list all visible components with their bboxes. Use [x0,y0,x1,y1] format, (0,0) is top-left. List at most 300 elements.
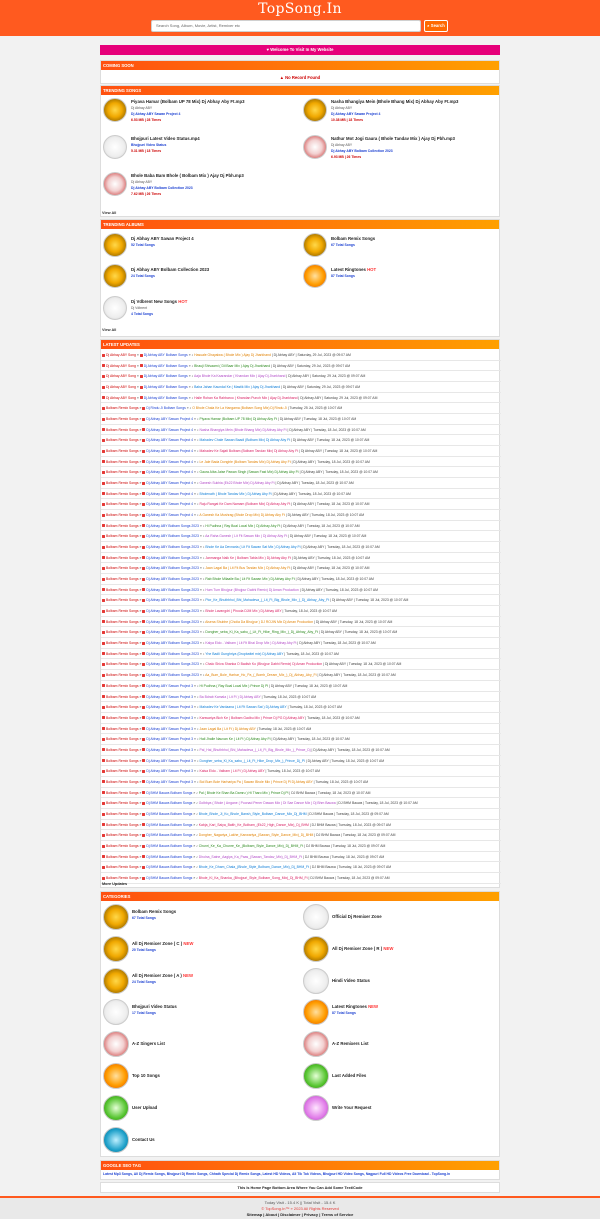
folder-icon [140,386,143,389]
category-item[interactable] [303,1063,499,1097]
row-category[interactable]: Bolbam Remix Songs [106,854,139,859]
row-song-title[interactable]: Dholna_Satne_Aagiya_Ka_Paas_(Sawan_Tandav_Mix)_Dj_BHM_Ft [198,854,303,859]
category-item[interactable] [103,999,299,1033]
row-song-title[interactable]: Kanwariya Bich Ke ( Bolbam Gadbu Mix ) Prince Dj PG Dj Abhay ABY [199,715,305,720]
row-song-title[interactable]: Bholenath ( Bhole Tandav Mix ) Dj Abhay Aby Ft [199,491,272,496]
album-title[interactable] [131,299,187,304]
row-song-title[interactable]: Kaisa Eldo - Valbam ( Lit Ft ) Dj Abhay ABY [199,769,265,774]
row-artist: DJ BHM Bauwa [291,790,316,795]
row-album[interactable]: Dj Abhay ABY Sawan Project 3 [146,683,194,688]
row-category[interactable]: Bolbam Remix Songs [106,417,139,422]
row-album[interactable]: Dj Abhay ABY Bolbam Songs 2023 [146,630,199,635]
row-category[interactable]: Bolbam Remix Songs [106,481,139,486]
row-category[interactable]: Bolbam Remix Songs [106,577,139,582]
new-badge: NEW [383,945,394,951]
row-album[interactable]: Dj Abhay ABY Bolbam Songs [143,395,188,400]
row-song-title[interactable]: Yhe Badli Gunghriya (Dropbattel mix) Dj Abhay ABY [205,651,284,656]
row-album[interactable]: Dj BHM Bauwa Bolbam Songs [146,865,193,870]
row-album[interactable]: Dj Abhay ABY Sawan Project 4 [146,491,194,496]
row-song-title[interactable]: Kabja_Kari_Saiya_Baith_Ke_Bolbam_(Ek22_High_Dance_Mix)_Dj_BHM [198,822,309,827]
row-song-title[interactable]: Dongher_Nagariya_Lakhe_Kanwariya_(Sawan_Style_Dance_Mix)_Dj_BHM [198,833,314,838]
row-song-title[interactable]: Haile Rohan Ka Rahbaroo ( Khandan Punch Mix ) Ajay Dj Jharkhand [194,395,298,400]
row-song-title[interactable]: O Bhole Chala Ke La Hangama (Bolbam Song Mix) Dj Rindu Ji [192,406,287,411]
song-album[interactable]: Bhojpuri Video Status [131,143,167,147]
category-item[interactable] [303,968,499,1002]
row-category[interactable]: Dj Abhay ABY Song [106,363,136,368]
row-category[interactable]: Bolbam Remix Songs [106,737,139,742]
row-album[interactable]: Dj Abhay ABY Bolbam Songs 2023 [146,662,199,667]
row-song-title[interactable]: Golbbya ( Bhole ) Angane ( Poonad Pener Dawan Mix ) Di Sae Dance Mix ) Dj Bhm Bauwa [198,801,336,806]
search-input[interactable]: Search Song, Album, Movie, Artist, Remixer etc [151,20,421,32]
row-album[interactable]: Dj Abhay ABY Bolbam Songs 2023 [146,598,199,603]
row-category[interactable]: Bolbam Remix Songs [106,566,139,571]
folder-icon [142,866,145,869]
row-song-title[interactable]: Jaan Lagal Ba ( Lit Fit Bus Tandav Mix ) Dj Abhay Aby Ft [205,566,291,571]
latest-update-row[interactable]: Bolbam Remix Songs » Dj BHM Bauwa Bolbam Songs » ♪ Pal ( Bhole Ke Shan Ba Damru ) Hi Tharo Mix ) Prince Dj Pl | DJ BHM Bauwa | Tuesday, 18 Jul, 2023 @ 10:07 AM [101,788,501,799]
row-category[interactable]: Dj Abhay ABY Song [106,353,136,357]
row-album[interactable]: Dj Abhay ABY Bolbam Songs 2023 [146,619,199,624]
row-category[interactable]: Bolbam Remix Songs [106,662,139,667]
folder-icon [102,364,105,367]
row-date: Tuesday, 18 Jul, 2023 @ 10:07 AM [321,577,374,582]
latest-update-row[interactable]: Bolbam Remix Songs » Dj Abhay ABY Bolbam Songs 2023 » ♪ Yhe Badli Gunghriya (Dropbattel mix) Dj Abhay ABY | Tuesday, 18 Jul, 2023 @ 10:07 AM [101,649,501,660]
category-item[interactable] [103,968,299,1002]
latest-update-row[interactable]: Bolbam Remix Songs » Dj Abhay ABY Bolbam Songs 2023 » ♪ Jaan Lagal Ba ( Lit Fit Bus Tandav Mix ) Dj Abhay Aby Ft | Dj Abhay ABY | Tuesday, 18 Jul, 2023 @ 10:07 AM [101,563,501,574]
row-category[interactable]: Bolbam Remix Songs [106,673,139,678]
album-title[interactable] [331,236,375,241]
song-artist[interactable]: Dj Abhay ABY [131,180,153,184]
row-category[interactable]: Bolbam Remix Songs [106,747,139,752]
latest-update-row[interactable]: Bolbam Remix Songs » Dj BHM Bauwa Bolbam Songs » ♪ Dongher_Nagariya_Lakhe_Kanwariya_(Sawan_Style_Dance_Mix)_Dj_BHM | DJ BHM Bauwa | Tuesday, 18 Jul, 2023 @ 09:07 AM [101,830,501,841]
row-album[interactable]: Dj Abhay ABY Sawan Project 4 [146,459,194,464]
row-category[interactable]: Dj Abhay ABY Song [106,374,136,379]
row-album[interactable]: Dj Abhay ABY Sawan Project 3 [146,737,194,742]
row-song-title[interactable]: Pal ( Bhole Ke Shan Ba Damru ) Hi Tharo Mix ) Prince Dj Pl [198,790,289,795]
row-song-title[interactable]: Chunri_Ke_Ka_Chunre_Ke_(Bolbam_Style_Dance_Mix)_Dj_BHM_Ft [198,843,304,848]
album-thumbnail [103,233,127,257]
category-title[interactable] [132,1105,157,1110]
row-album[interactable]: Dj Abhay ABY Sawan Project 3 [146,779,194,784]
latest-update-row[interactable]: Bolbam Remix Songs » Dj Abhay ABY Sawan Project 4 » ♪ Gaura Aiba Jaise Pawan Singh (Sawan Fast Mix) Dj Abhay Aby Ft | Dj Abhay ABY | Tuesday, 18 Jul, 2023 @ 10:07 AM [101,467,501,478]
trending-song-item[interactable] [103,98,299,134]
row-song-title[interactable]: Hali Jhalle Nauvan Ke ( Lit Ft ) Dj Abhay Aby Ft [199,737,271,742]
row-album[interactable]: Dj Abhay ABY Bolbam Songs 2023 [146,651,199,656]
row-date: Tuesday, 18 Jul, 2023 @ 10:07 AM [325,470,378,475]
latest-update-row[interactable]: Bolbam Remix Songs » Dj Abhay ABY Bolbam Songs 2023 » ♪ Aa Raha Ganesh ( Lit Fit Sawan Mix ) Dj Abhay Aby Ft | Dj Abhay ABY | Tuesday, 18 Jul, 2023 @ 10:07 AM [101,531,501,542]
row-category[interactable]: Bolbam Remix Songs [106,523,139,528]
category-title[interactable] [332,978,370,983]
latest-update-row[interactable]: Bolbam Remix Songs » Dj Abhay ABY Sawan Project 4 » ♪ Mahadev Ke Sajati Bolbam (Bolbam Tandav Mix) Dj Abhay Aby Ft | Dj Abhay ABY | Tuesday, 18 Jul, 2023 @ 10:07 AM [101,446,501,457]
latest-update-row[interactable]: Bolbam Remix Songs » Dj Abhay ABY Sawan Project 4 » ♪ Nasha Bhangiya Mein (Bhole Bhang Mix) Dj Abhay Aby Ft | Dj Abhay ABY | Tuesday, 18 Jul, 2023 @ 10:07 AM [101,425,501,436]
row-album[interactable]: Dj Abhay ABY Sawan Project 4 [146,417,194,422]
category-title[interactable] [332,1041,369,1046]
row-category[interactable]: Bolbam Remix Songs [106,609,139,614]
row-category[interactable]: Bolbam Remix Songs [106,811,139,816]
row-category[interactable]: Bolbam Remix Songs [106,545,139,550]
row-album[interactable]: Dj BHM Bauwa Bolbam Songs [146,811,193,816]
trending-song-item[interactable] [303,135,499,171]
row-song-title[interactable]: Piyava Hamar (Bolbam UP 78 Mix) Dj Abhay Aby Ft [199,417,278,422]
song-title[interactable]: Bhole Baba Bam Bhole ( Bolbam Mix ) Ajay Dj Pbh.mp3 [131,173,244,178]
latest-update-row[interactable]: Bolbam Remix Songs » Dj Abhay ABY Sawan Project 4 » ♪ Mahadev Chale Sawan Baadi (Bolbam Mix) Dj Abhay Aby Ft | Dj Abhay ABY | Tuesday, 18 Jul, 2023 @ 10:07 AM [101,435,501,446]
row-song-title[interactable]: Dongher_seba_Ki_Ka_sabu_(_Lit_Ft_Hike_Drop_Mix_)_Prince_Dj_Pl [199,758,305,763]
row-song-title[interactable]: Bhole_Ke_Dham_Chala_(Bhole_Style_Bolbam_Dance_Mix)_Dj_BHM_Ft [198,865,310,870]
row-song-title[interactable]: Mahadev Ke Sajati Bolbam (Bolbam Tandav Mix) Dj Abhay Aby Ft [199,449,299,454]
row-album[interactable]: Dj Abhay ABY Sawan Project 3 [146,705,194,710]
latest-update-row[interactable]: Bolbam Remix Songs » Dj Abhay ABY Sawan Project 3 » ♪ Dongher_seba_Ki_Ka_sabu_(_Lit_Ft_Hike_Drop_Mix_)_Prince_Dj_Pl | Dj Abhay ABY | Tuesday, 18 Jul, 2023 @ 10:07 AM [101,756,501,767]
folder-icon [142,460,145,463]
latest-update-row[interactable]: Bolbam Remix Songs » Dj Abhay ABY Sawan Project 3 » ♪ Ba Bdrab Kamala ( Lit Ft ) Dj Abhay ABY | Tuesday, 18 Jul, 2023 @ 10:07 AM [101,692,501,703]
trending-songs-heading: TRENDING SONGS [101,86,499,95]
folder-icon [102,375,105,378]
row-category[interactable]: Bolbam Remix Songs [106,779,139,784]
latest-update-row[interactable]: Bolbam Remix Songs » Dj Rindu Ji Bolbam Songs » ♪ O Bhole Chala Ke La Hangama (Bolbam Song Mix) Dj Rindu Ji | Tuesday, 25 Jul, 2023 @ 10:07 AM [101,403,501,414]
row-song-title[interactable]: Mahadev Chale Sawan Baadi (Bolbam Mix) Dj Abhay Aby Ft [199,438,291,443]
row-category[interactable]: Dj Abhay ABY Song [106,385,136,390]
row-artist: Tuesday, 18 Jul, 2023 @ 10:07 AM [286,651,339,656]
row-song-title[interactable]: Bhole_Ki_Ka_Shanka_(Bhojpuri_Style_Bolbam_Song_Mix)_Dj_BHM_Ft [198,875,308,880]
row-album[interactable]: Dj Abhay ABY Bolbam Songs [143,374,188,379]
row-song-title[interactable]: Ba Bdrab Kamala ( Lit Ft ) Dj Abhay ABY [199,694,261,699]
category-title[interactable] [332,914,382,919]
category-title[interactable] [332,946,393,951]
album-title[interactable] [131,267,209,272]
row-song-title[interactable]: Bhole_Bhole_Ji_Ko_Bhole_Bansh_Style_Bolbam_Dance_Mix_Dj_BHM [198,811,307,816]
row-album[interactable]: Dj Abhay ABY Sawan Project 3 [146,694,194,699]
row-category[interactable]: Bolbam Remix Songs [106,555,139,560]
album-title[interactable] [331,267,376,272]
row-category[interactable]: Bolbam Remix Songs [106,833,139,838]
row-song-title[interactable]: Raju Rangat Ke Dam Namam (Bolbam Mix) Dj Abhay Aby Ft [199,502,291,507]
latest-update-row[interactable]: Bolbam Remix Songs » Dj Abhay ABY Sawan Project 3 » ♪ Bol Bum Bole Harhariya Pa ( Sawan Bhole Mix ) Prince Dj Pl Dj Abhay ABY | Tuesday, 18 Jul, 2023 @ 10:07 AM [101,777,501,788]
row-album[interactable]: Dj Abhay ABY Bolbam Songs 2023 [146,566,199,571]
folder-icon [142,791,145,794]
row-song-title[interactable]: Hi Pudhna ( Ray Boal Local Mix ) Prince Dj Pl [199,683,269,688]
row-category[interactable]: Bolbam Remix Songs [106,587,139,592]
row-category[interactable]: Bolbam Remix Songs [106,598,139,603]
latest-update-row[interactable]: Bolbam Remix Songs » Dj Abhay ABY Bolbam Songs 2023 » ♪ Aa_Bum_Bole_Harhar_Ho_Pa_(_Bomb_Dream_Mix_)_Dj_Abhay_Aby_Ft | Dj Abhay ABY | Tuesday, 18 Jul, 2023 @ 10:07 AM [101,670,501,681]
row-song-title[interactable]: Mahadev Ke Vardaana ( Lit Fit Sawan Sat ) Dj Abhay ABY [199,705,287,710]
row-album[interactable]: Dj Abhay ABY Bolbam Songs 2023 [146,555,199,560]
latest-update-row[interactable]: Bolbam Remix Songs » Dj Abhay ABY Sawan Project 3 » ♪ Jaan Lagal Ba ( Lit Ft ) Dj Abhay ABY | Tuesday, 18 Jul, 2023 @ 10:07 AM [101,724,501,735]
latest-update-row[interactable]: Bolbam Remix Songs » Dj Abhay ABY Sawan Project 4 » ♪ A Ganesh Ka Mushrag (Bhole Drop Mix) Dj Abhay Aby Ft | Dj Abhay ABY | Tuesday, 18 Jul, 2023 @ 10:07 AM [101,510,501,521]
latest-update-row[interactable]: Bolbam Remix Songs » Dj Abhay ABY Bolbam Songs 2023 » ♪ Dongher_seba_Ki_Ka_sabu_(_Lit_Ft_Hike_Ring_Mix_)_Dj_Abhay_Aby_Ft | Dj Abhay ABY | Tuesday, 18 Jul, 2023 @ 10:07 AM [101,627,501,638]
row-category[interactable]: Bolbam Remix Songs [106,865,139,870]
row-artist: Dj Abhay ABY [293,459,315,464]
row-album[interactable]: Dj Abhay ABY Sawan Project 3 [146,715,194,720]
category-item[interactable] [103,1063,299,1097]
row-category[interactable]: Bolbam Remix Songs [106,705,139,710]
search-button[interactable]: ⌕ Search [424,20,448,32]
row-song-title[interactable]: Baba Jahan Kaundal Ke ( Mastik Mix ) Ajay Dj Jharkhand [194,385,281,390]
trending-song-item[interactable] [303,98,499,134]
category-item[interactable] [303,904,499,938]
row-category[interactable]: Bolbam Remix Songs [106,619,139,624]
row-album[interactable]: Dj Abhay ABY Sawan Project 4 [146,470,194,475]
row-album[interactable]: Dj BHM Bauwa Bolbam Songs [146,843,193,848]
song-album[interactable]: Dj Abhay ABY Bolbam Collection 2023 [131,186,193,190]
latest-update-row[interactable]: Bolbam Remix Songs » Dj Abhay ABY Bolbam Songs 2023 » ♪ Kalya Eldo - Valbam ( Lit Fit Bhai Drop Mix ) Dj Abhay Aby Ft | Dj Abhay ABY | Tuesday, 18 Jul, 2023 @ 10:07 AM [101,638,501,649]
row-album[interactable]: Dj Rindu Ji Bolbam Songs [146,406,186,411]
row-category[interactable]: Dj Abhay ABY Song [106,395,136,400]
latest-update-row[interactable]: Bolbam Remix Songs » Dj Abhay ABY Sawan Project 3 » ♪ Hali Jhalle Nauvan Ke ( Lit Ft ) Dj Abhay Aby Ft | Dj Abhay ABY | Tuesday, 18 Jul, 2023 @ 10:07 AM [101,734,501,745]
trending-songs-view-all[interactable]: View All [102,211,117,215]
row-album[interactable]: Dj Abhay ABY Bolbam Songs [143,385,188,390]
row-category[interactable]: Bolbam Remix Songs [106,641,139,646]
row-song-title[interactable]: Dongher_seba_Ki_Ka_sabu_(_Lit_Ft_Hike_Ring_Mix_)_Dj_Abhay_Aby_Ft [205,630,319,635]
row-category[interactable]: Bolbam Remix Songs [106,683,139,688]
latest-update-row[interactable]: Bolbam Remix Songs » Dj Abhay ABY Bolbam Songs 2023 » ♪ Bhole Lavangdri ( Phoola DJM Mix ) Dj Abhay ABY | Tuesday, 18 Jul, 2023 @ 10:07 AM [101,606,501,617]
category-item[interactable] [303,999,499,1033]
row-category[interactable]: Bolbam Remix Songs [106,843,139,848]
folder-icon [102,471,105,474]
row-category[interactable]: Bolbam Remix Songs [106,769,139,774]
latest-update-row[interactable]: Bolbam Remix Songs » Dj Abhay ABY Sawan Project 4 » ♪ Le Jale Bada Dongirle (Bolbam Tandav Mix) Dj Abhay Aby Ft | Dj Abhay ABY | Tuesday, 18 Jul, 2023 @ 10:07 AM [101,457,501,468]
song-meta: 6.53 MB | 28 Times [131,118,162,122]
row-album[interactable]: Dj Abhay ABY Bolbam Songs 2023 [146,534,199,539]
row-album[interactable]: Dj BHM Bauwa Bolbam Songs [146,854,193,859]
category-title[interactable] [132,1041,165,1046]
latest-update-row[interactable]: Bolbam Remix Songs » Dj Abhay ABY Sawan Project 3 » ♪ Kaisa Eldo - Valbam ( Lit Ft ) Dj Abhay ABY | Tuesday, 18 Jul, 2023 @ 10:07 AM [101,766,501,777]
row-song-title[interactable]: Aisena Shubhe (Cholia Da Bhojpur ) DJ ROJIN Mix Dj Aman Production [205,619,314,624]
trending-album-item[interactable] [103,264,299,300]
latest-update-row[interactable]: Bolbam Remix Songs » Dj BHM Bauwa Bolbam Songs » ♪ Bhole_Bhole_Ji_Ko_Bhole_Bansh_Style_Bolbam_Dance_Mix_Dj_BHM | DJ BHM Bauwa | Tuesday, 18 Jul, 2023 @ 09:07 AM [101,809,501,820]
latest-update-row[interactable]: Bolbam Remix Songs » Dj Abhay ABY Bolbam Songs 2023 » ♪ Hum Tum Bhojpur (Bhojpur Dabhi Remix) Dj Aman Production | Dj Abhay ABY | Tuesday, 18 Jul, 2023 @ 10:07 AM [101,585,501,596]
latest-update-row[interactable]: Bolbam Remix Songs » Dj Abhay ABY Sawan Project 4 » ♪ Raju Rangat Ke Dam Namam (Bolbam Mix) Dj Abhay Aby Ft | Dj Abhay ABY | Tuesday, 18 Jul, 2023 @ 10:07 AM [101,499,501,510]
row-category[interactable]: Bolbam Remix Songs [106,491,139,496]
row-album[interactable]: Dj Abhay ABY Sawan Project 3 [146,747,194,752]
row-category[interactable]: Bolbam Remix Songs [106,758,139,763]
row-artist: Tuesday, 18 Jul, 2023 @ 10:07 AM [258,726,312,731]
latest-update-row[interactable]: Bolbam Remix Songs » Dj BHM Bauwa Bolbam Songs » ♪ Golbbya ( Bhole ) Angane ( Poonad Pener Dawan Mix ) Di Sae Dance Mix ) Dj Bhm Bauwa | DJ BHM Bauwa | Tuesday, 18 Jul, 2023 @ 10:07 AM [101,798,501,809]
latest-update-row[interactable]: Bolbam Remix Songs » Dj BHM Bauwa Bolbam Songs » ♪ Kabja_Kari_Saiya_Baith_Ke_Bolbam_(Ek22_High_Dance_Mix)_Dj_BHM | DJ BHM Bauwa | Tuesday, 18 Jul, 2023 @ 09:07 AM [101,820,501,831]
song-title[interactable]: Nasha Bhangiya Mein (Bhole Bhang Mix) Dj Abhay Aby Ft.mp3 [331,99,459,104]
row-album[interactable]: Dj Abhay ABY Sawan Project 3 [146,769,194,774]
row-category[interactable]: Bolbam Remix Songs [106,406,139,411]
row-song-title[interactable]: Hasuale Ghayalwa ( Bhole Mix ) Ajay Dj Jharkhand [194,353,271,357]
latest-update-row[interactable]: Bolbam Remix Songs » Dj Abhay ABY Bolbam Songs 2023 » ♪ Pior_Ke_Bhuthbhol_Bhi_Mahadeva_(_Lit_Ft_Big_Bhole_Mix_)_Dj_Abhay_Aby_Ft | Dj Abhay ABY | Tuesday, 18 Jul, 2023 @ 10:07 AM [101,595,501,606]
row-song-title[interactable]: Gaura Aiba Jaise Pawan Singh (Sawan Fast Mix) Dj Abhay Aby Ft [199,470,299,475]
row-song-title[interactable]: Kalya Eldo - Valbam ( Lit Fit Bhai Drop Mix ) Dj Abhay Aby Ft [205,641,297,646]
folder-icon [140,354,143,357]
row-song-title[interactable]: Chalo Shiva Shanka O Badish Ko (Bhojpur Dabhi Remix) Dj Aman Production [205,662,323,667]
latest-update-row[interactable]: Bolbam Remix Songs » Dj BHM Bauwa Bolbam Songs » ♪ Chunri_Ke_Ka_Chunre_Ke_(Bolbam_Style_Dance_Mix)_Dj_BHM_Ft | DJ BHM Bauwa | Tuesday, 18 Jul, 2023 @ 09:07 AM [101,841,501,852]
row-song-title[interactable]: Bol Bum Bole Harhariya Pa ( Sawan Bhole Mix ) Prince Dj Pl Dj Abhay ABY [199,779,313,784]
row-album[interactable]: Dj Abhay ABY Sawan Project 4 [146,502,194,507]
row-category[interactable]: Bolbam Remix Songs [106,427,139,432]
folder-icon [102,492,105,495]
latest-update-row[interactable]: Bolbam Remix Songs » Dj Abhay ABY Bolbam Songs 2023 » ♪ Aisena Shubhe (Cholia Da Bhojpur ) DJ ROJIN Mix Dj Aman Production | Dj Abhay ABY | Tuesday, 18 Jul, 2023 @ 10:07 AM [101,617,501,628]
category-title[interactable] [132,909,176,914]
row-category[interactable]: Bolbam Remix Songs [106,801,139,806]
folder-icon [102,727,105,730]
row-album[interactable]: Dj Abhay ABY Sawan Project 4 [146,481,194,486]
category-item[interactable] [103,1127,299,1161]
latest-update-row[interactable]: Bolbam Remix Songs » Dj BHM Bauwa Bolbam Songs » ♪ Bhole_Ke_Dham_Chala_(Bhole_Style_Bolbam_Dance_Mix)_Dj_BHM_Ft | DJ BHM Bauwa | Tuesday, 18 Jul, 2023 @ 09:07 AM [101,862,501,873]
row-category[interactable]: Bolbam Remix Songs [106,502,139,507]
row-song-title[interactable]: Nasha Bhangiya Mein (Bhole Bhang Mix) Dj Abhay Aby Ft [199,427,287,432]
row-album[interactable]: Dj BHM Bauwa Bolbam Songs [146,822,193,827]
row-category[interactable]: Bolbam Remix Songs [106,513,139,518]
row-song-title[interactable]: Aaja Bhole Ka Kaarandar ( Khandan Mix ) Ajay Dj Jharkhand [193,374,286,379]
footer-link-sitemap[interactable]: Sitemap [246,1212,263,1217]
row-category[interactable]: Bolbam Remix Songs [106,438,139,443]
folder-icon [142,492,145,495]
row-category[interactable]: Bolbam Remix Songs [106,715,139,720]
row-song-title[interactable]: Le Jale Bada Dongirle (Bolbam Tandav Mix) Dj Abhay Aby Ft [199,459,291,464]
latest-update-row[interactable]: Bolbam Remix Songs » Dj BHM Bauwa Bolbam Songs » ♪ Dholna_Satne_Aagiya_Ka_Paas_(Sawan_Tandav_Mix)_Dj_BHM_Ft | DJ BHM Bauwa | Tuesday, 18 Jul, 2023 @ 09:07 AM [101,852,501,863]
row-category[interactable]: Bolbam Remix Songs [106,875,139,880]
site-logo[interactable]: TopSong.In [258,1,342,17]
latest-update-row[interactable]: Dj Abhay ABY Song » Dj Abhay ABY Bolbam Songs » ♪ Bhauji Shivaami ( Dil Baar Mix ) Ajay Dj Jharkhand | Dj Abhay ABY | Saturday, 29 Jul, 2023 @ 09:07 AM [101,361,501,372]
category-title-text: Write Your Request [332,1104,372,1110]
row-song-title[interactable]: A Ganesh Ka Mushrag (Bhole Drop Mix) Dj Abhay Aby Ft [199,513,285,518]
row-song-title[interactable]: Pior_Ke_Bhuthbhol_Bhi_Mahadeva_(_Lit_Ft_Big_Bhole_Mix_)_Dj_Abhay_Aby_Ft [205,598,330,603]
latest-update-row[interactable]: Bolbam Remix Songs » Dj Abhay ABY Sawan Project 3 » ♪ Hi Pudhna ( Ray Boal Local Mix ) Prince Dj Pl | Dj Abhay ABY | Tuesday, 18 Jul, 2023 @ 10:07 AM [101,681,501,692]
more-updates-link[interactable]: More Updates [102,882,128,886]
row-album[interactable]: Dj Abhay ABY Bolbam Songs 2023 [146,587,199,592]
row-song-title[interactable]: Hi Pudhna ( Ray Boal Local Mix ) Dj Abhay Aby Ft [205,523,281,528]
song-artist[interactable]: Dj Abhay ABY [331,143,353,147]
row-album[interactable]: Dj Abhay ABY Bolbam Songs 2023 [146,609,199,614]
trending-albums-view-all[interactable]: View All [102,328,117,332]
album-title[interactable] [131,236,194,241]
latest-update-row[interactable]: Bolbam Remix Songs » Dj Abhay ABY Sawan Project 3 » ♪ Kanwariya Bich Ke ( Bolbam Gadbu Mix ) Prince Dj PG Dj Abhay ABY | Tuesday, 18 Jul, 2023 @ 10:07 AM [101,713,501,724]
row-artist: Dj Abhay ABY [307,758,329,763]
row-album[interactable]: Dj BHM Bauwa Bolbam Songs [146,790,193,795]
row-album[interactable]: Dj Abhay ABY Bolbam Songs 2023 [146,641,199,646]
category-item[interactable] [103,904,299,938]
row-artist: Dj Abhay ABY [319,673,341,678]
trending-album-item[interactable] [303,264,499,300]
song-artist[interactable]: Dj Abhay ABY [131,106,153,110]
trending-song-item[interactable] [103,172,299,208]
footer-link-disclaimer[interactable]: Disclaimer [280,1212,301,1217]
row-album[interactable]: Dj Abhay ABY Bolbam Songs [143,353,188,357]
latest-update-row[interactable]: Bolbam Remix Songs » Dj Abhay ABY Bolbam Songs 2023 » ♪ Chalo Shiva Shanka O Badish Ko (Bhojpur Dabhi Remix) Dj Aman Production | Dj Abhay ABY | Tuesday, 18 Jul, 2023 @ 10:07 AM [101,659,501,670]
row-category[interactable]: Bolbam Remix Songs [106,694,139,699]
category-title[interactable] [132,941,193,946]
latest-update-row[interactable]: Bolbam Remix Songs » Dj Abhay ABY Bolbam Songs 2023 » ♪ Rab Bhole Milaaile Ba ( Lit Fit Sawan Mix ) Dj Abhay Aby Ft | Dj Abhay ABY | Tuesday, 18 Jul, 2023 @ 10:07 AM [101,574,501,585]
row-album[interactable]: Dj Abhay ABY Sawan Project 3 [146,758,194,763]
category-title[interactable] [332,1105,371,1110]
row-category[interactable]: Bolbam Remix Songs [106,651,139,656]
latest-update-row[interactable]: Bolbam Remix Songs » Dj Abhay ABY Sawan Project 3 » ♪ Mahadev Ke Vardaana ( Lit Fit Sawan Sat ) Dj Abhay ABY | Tuesday, 18 Jul, 2023 @ 10:07 AM [101,702,501,713]
latest-update-row[interactable]: Dj Abhay ABY Song » Dj Abhay ABY Bolbam Songs » ♪ Hasuale Ghayalwa ( Bhole Mix ) Ajay Dj Jharkhand | Dj Abhay ABY | Saturday, 29 Jul, 2023 @ 09:07 AM [101,350,501,361]
row-song-title[interactable]: Janmanga Nalk Ke ( Bolbam Tabla Mix ) Dj Abhay Aby Ft [205,555,291,560]
row-category[interactable]: Bolbam Remix Songs [106,470,139,475]
song-artist[interactable]: Dj Abhay ABY [331,106,353,110]
row-album[interactable]: Dj Abhay ABY Sawan Project 3 [146,726,194,731]
category-title[interactable] [132,973,193,978]
row-song-title[interactable]: Bhauji Shivaami ( Dil Baar Mix ) Ajay Dj Jharkhand [194,363,271,368]
category-item[interactable] [103,936,299,970]
row-song-title[interactable]: Bhole Ke Aa Devnaria ( Lit Fit Sawan Sat Mix ) Dj Abhay Aby Ft [205,545,301,550]
row-category[interactable]: Bolbam Remix Songs [106,459,139,464]
latest-update-row[interactable]: Dj Abhay ABY Song » Dj Abhay ABY Bolbam Songs » ♪ Haile Rohan Ka Rahbaroo ( Khandan Punch Mix ) Ajay Dj Jharkhand | Dj Abhay ABY | Saturday, 29 Jul, 2023 @ 09:07 AM [101,393,501,404]
latest-update-row[interactable]: Bolbam Remix Songs » Dj Abhay ABY Sawan Project 4 » ♪ Piyava Hamar (Bolbam UP 78 Mix) Dj Abhay Aby Ft | Dj Abhay ABY | Tuesday, 18 Jul, 2023 @ 10:07 AM [101,414,501,425]
row-album[interactable]: Dj BHM Bauwa Bolbam Songs [146,801,193,806]
row-song-title[interactable]: Ganesh Sukhia (Ek22 Bhole Mix) Dj Abhay Aby Ft [199,481,275,486]
row-date: Saturday, 29 Jul, 2023 @ 09:07 AM [306,385,361,390]
row-category[interactable]: Bolbam Remix Songs [106,790,139,795]
latest-update-row[interactable]: Dj Abhay ABY Song » Dj Abhay ABY Bolbam Songs » ♪ Baba Jahan Kaundal Ke ( Mastik Mix ) Ajay Dj Jharkhand | Dj Abhay ABY | Saturday, 29 Jul, 2023 @ 09:07 AM [101,382,501,393]
song-album[interactable]: Dj Abhay ABY Sawan Project 4 [131,112,181,116]
row-song-title[interactable]: Jaan Lagal Ba ( Lit Ft ) Dj Abhay ABY [199,726,256,731]
row-album[interactable]: Dj BHM Bauwa Bolbam Songs [146,875,193,880]
latest-update-row[interactable]: Bolbam Remix Songs » Dj Abhay ABY Sawan Project 3 » ♪ Pal_Hai_Bhuthbhol_Bhi_Mahadeva_(_Lit_Ft_Big_Bhole_Mix_)_Prince_Dj | Dj Abhay ABY | Tuesday, 18 Jul, 2023 @ 10:07 AM [101,745,501,756]
row-category[interactable]: Bolbam Remix Songs [106,630,139,635]
song-album[interactable]: Dj Abhay ABY Bolbam Collection 2023 [331,149,393,153]
latest-update-row[interactable]: Bolbam Remix Songs » Dj Abhay ABY Sawan Project 4 » ♪ Ganesh Sukhia (Ek22 Bhole Mix) Dj Abhay Aby Ft | Dj Abhay ABY | Tuesday, 18 Jul, 2023 @ 10:07 AM [101,478,501,489]
category-title[interactable] [132,1004,177,1009]
footer-link-about[interactable]: About [265,1212,277,1217]
category-title-text: Latest Ringtones [332,1004,367,1010]
song-title[interactable]: Piyava Hamar (Bolbam UP 78 Mix) Dj Abhay Aby Ft.mp3 [131,99,245,104]
song-title[interactable]: Bhojpuri Latest Video Status.mp4 [131,136,200,141]
song-title[interactable]: Nathur Mot Jogi Gaura ( Bhole Tandav Mix ) Ajay Dj Pbh.mp3 [331,136,455,141]
row-song-title[interactable]: Aa_Bum_Bole_Harhar_Ho_Pa_(_Bomb_Dream_Mix_)_Dj_Abhay_Aby_Ft [205,673,317,678]
row-album[interactable]: Dj Abhay ABY Bolbam Songs 2023 [146,545,199,550]
row-song-title[interactable]: Bhole Lavangdri ( Phoola DJM Mix ) Dj Abhay ABY [205,609,282,614]
row-song-title[interactable]: Pal_Hai_Bhuthbhol_Bhi_Mahadeva_(_Lit_Ft_Big_Bhole_Mix_)_Prince_Dj [199,747,311,752]
folder-icon [142,652,145,655]
category-item[interactable] [103,1095,299,1129]
row-artist: Tuesday, 18 Jul, 2023 @ 10:07 AM [289,705,342,710]
latest-update-row[interactable]: Bolbam Remix Songs » Dj Abhay ABY Sawan Project 4 » ♪ Bholenath ( Bhole Tandav Mix ) Dj Abhay Aby Ft | Dj Abhay ABY | Tuesday, 18 Jul, 2023 @ 10:07 AM [101,489,501,500]
latest-update-row[interactable]: Bolbam Remix Songs » Dj BHM Bauwa Bolbam Songs » ♪ Bhole_Ki_Ka_Shanka_(Bhojpuri_Style_Bolbam_Song_Mix)_Dj_BHM_Ft | DJ BHM Bauwa | Tuesday, 18 Jul, 2023 @ 09:07 AM [101,873,501,884]
song-album[interactable]: Dj Abhay ABY Sawan Project 4 [331,112,381,116]
row-song-title[interactable]: Rab Bhole Milaaile Ba ( Lit Fit Sawan Mix ) Dj Abhay Aby Ft [205,577,295,582]
latest-update-row[interactable]: Bolbam Remix Songs » Dj Abhay ABY Bolbam Songs 2023 » ♪ Janmanga Nalk Ke ( Bolbam Tabla Mix ) Dj Abhay Aby Ft | Dj Abhay ABY | Tuesday, 18 Jul, 2023 @ 10:07 AM [101,553,501,564]
row-album[interactable]: Dj Abhay ABY Bolbam Songs [143,363,188,368]
row-album[interactable]: Dj Abhay ABY Sawan Project 4 [146,449,194,454]
row-album[interactable]: Dj Abhay ABY Bolbam Songs 2023 [146,673,199,678]
footer-link-privacy[interactable]: Privacy [303,1212,319,1217]
row-date: Tuesday, 18 Jul, 2023 @ 10:07 AM [303,417,357,422]
row-album[interactable]: Dj BHM Bauwa Bolbam Songs [146,833,193,838]
row-album[interactable]: Dj Abhay ABY Sawan Project 4 [146,438,194,443]
latest-update-row[interactable]: Dj Abhay ABY Song » Dj Abhay ABY Bolbam Songs » ♪ Aaja Bhole Ka Kaarandar ( Khandan Mix ) Ajay Dj Jharkhand | Dj Abhay ABY | Saturday, 29 Jul, 2023 @ 09:07 AM [101,371,501,382]
row-category[interactable]: Bolbam Remix Songs [106,449,139,454]
category-title[interactable] [132,1137,155,1142]
row-song-title[interactable]: Aa Raha Ganesh ( Lit Fit Sawan Mix ) Dj Abhay Aby Ft [205,534,288,539]
row-category[interactable]: Bolbam Remix Songs [106,726,139,731]
trending-album-item[interactable] [103,296,299,332]
row-date: Tuesday, 18 Jul, 2023 @ 10:07 AM [316,438,370,443]
category-item[interactable] [303,1031,499,1065]
category-item[interactable] [303,936,499,970]
row-song-title[interactable]: Hum Tum Bhojpur (Bhojpur Dabhi Remix) Dj Aman Production [205,587,299,592]
row-album[interactable]: Dj Abhay ABY Sawan Project 4 [146,427,194,432]
latest-update-row[interactable]: Bolbam Remix Songs » Dj Abhay ABY Bolbam Songs 2023 » ♪ Hi Pudhna ( Ray Boal Local Mix ) Dj Abhay Aby Ft | Dj Abhay ABY | Tuesday, 18 Jul, 2023 @ 10:07 AM [101,521,501,532]
row-artist: DJ BHM Bauwa [311,865,336,870]
row-album[interactable]: Dj Abhay ABY Bolbam Songs 2023 [146,577,199,582]
category-title[interactable] [332,1073,366,1078]
row-category[interactable]: Bolbam Remix Songs [106,534,139,539]
trending-song-item[interactable] [103,135,299,171]
category-title[interactable] [332,1004,378,1009]
category-item[interactable] [303,1095,499,1129]
folder-icon [102,460,105,463]
category-item[interactable] [103,1031,299,1065]
category-title[interactable] [132,1073,160,1078]
row-album[interactable]: Dj Abhay ABY Sawan Project 4 [146,513,194,518]
latest-update-row[interactable]: Bolbam Remix Songs » Dj Abhay ABY Bolbam Songs 2023 » ♪ Bhole Ke Aa Devnaria ( Lit Fit Sawan Sat Mix ) Dj Abhay Aby Ft | Dj Abhay ABY | Tuesday, 18 Jul, 2023 @ 10:07 AM [101,542,501,553]
row-category[interactable]: Bolbam Remix Songs [106,822,139,827]
footer-link-terms[interactable]: Terms of Service [321,1212,354,1217]
row-album[interactable]: Dj Abhay ABY Bolbam Songs 2023 [146,523,199,528]
